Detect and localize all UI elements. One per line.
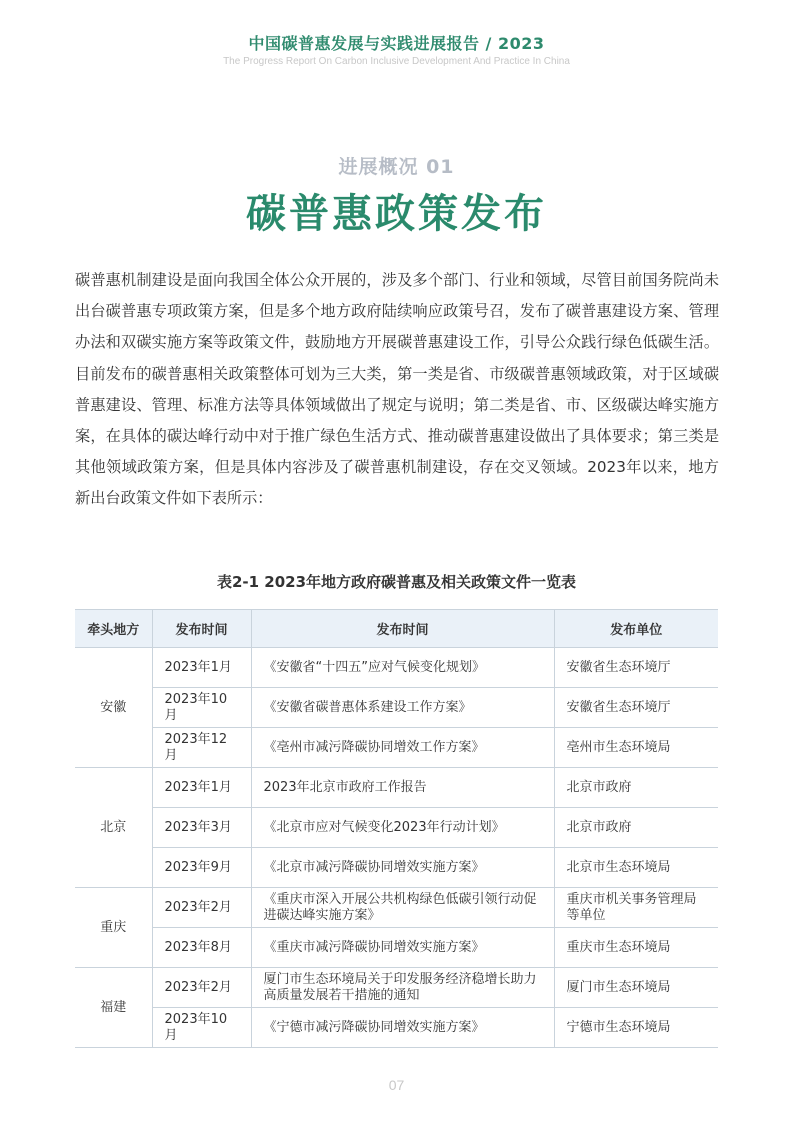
issuer-cell: 安徽省生态环境厅	[554, 648, 718, 688]
table-row	[75, 808, 718, 848]
date-cell: 2023年2月	[152, 968, 251, 1008]
table-row	[75, 888, 718, 928]
table-row	[75, 968, 718, 1008]
issuer-cell: 北京市政府	[554, 768, 718, 808]
issuer-cell: 重庆市生态环境局	[554, 928, 718, 968]
policy-table	[75, 609, 718, 1048]
document-cell: 《安徽省碳普惠体系建设工作方案》	[251, 688, 554, 728]
region-cell: 福建	[75, 968, 152, 1048]
date-cell: 2023年2月	[152, 888, 251, 928]
date-cell: 2023年12月	[152, 728, 251, 768]
document-cell: 2023年北京市政府工作报告	[251, 768, 554, 808]
table-row	[75, 688, 718, 728]
table-caption: 表2-1 2023年地方政府碳普惠及相关政策文件一览表	[216, 573, 577, 591]
date-cell: 2023年8月	[152, 928, 251, 968]
body-paragraph: 碳普惠机制建设是面向我国全体公众开展的，涉及多个部门、行业和领域，尽管目前国务院尚未出台碳普惠专项政策方案，但是多个地方政府陆续响应政策号召，发布了碳普惠建设方案、管理办法和双碳实施方案等政策文件，鼓励地方开展碳普惠建设工作，引导公众践行绿色低碳生活。目前发布的碳普惠相关政策整体可划为三大类，第一类是省、市级碳普惠领域政策，对于区域碳普惠建设、管理、标准方法等具体领域做出了规定与说明；第二类是省、市、区级碳达峰实施方案，在具体的碳达峰行动中对于推广绿色生活方式、推动碳普惠建设做出了具体要求；第三类是其他领域政策方案，但是具体内容涉及了碳普惠机制建设，存在交叉领域。2023年以来，地方新出台政策文件如下表所示：	[75, 271, 719, 508]
region-cell: 北京	[75, 768, 152, 888]
issuer-cell: 北京市政府	[554, 808, 718, 848]
region-cell: 安徽	[75, 648, 152, 768]
table-header-row	[75, 610, 718, 648]
report-header-subtitle: The Progress Report On Carbon Inclusive Development And Practice In China	[223, 56, 570, 67]
date-cell: 2023年1月	[152, 648, 251, 688]
report-header-title: 中国碳普惠发展与实践进展报告 / 2023	[248, 34, 545, 53]
document-cell: 《重庆市减污降碳协同增效实施方案》	[251, 928, 554, 968]
document-cell: 厦门市生态环境局关于印发服务经济稳增长助力高质量发展若干措施的通知	[251, 968, 554, 1008]
table-row	[75, 1008, 718, 1048]
document-cell: 《宁德市减污降碳协同增效实施方案》	[251, 1008, 554, 1048]
column-header-document: 发布时间	[251, 610, 554, 648]
issuer-cell: 亳州市生态环境局	[554, 728, 718, 768]
date-cell: 2023年1月	[152, 768, 251, 808]
column-header-region: 牵头地方	[75, 610, 152, 648]
section-label: 进展概况 01	[338, 156, 455, 178]
document-cell: 《亳州市减污降碳协同增效工作方案》	[251, 728, 554, 768]
page-title: 碳普惠政策发布	[246, 191, 547, 237]
date-cell: 2023年10月	[152, 1008, 251, 1048]
document-cell: 《北京市减污降碳协同增效实施方案》	[251, 848, 554, 888]
issuer-cell: 宁德市生态环境局	[554, 1008, 718, 1048]
column-header-date: 发布时间	[152, 610, 251, 648]
table-row	[75, 728, 718, 768]
column-header-issuer: 发布单位	[554, 610, 718, 648]
table-row	[75, 768, 718, 808]
document-cell: 《重庆市深入开展公共机构绿色低碳引领行动促进碳达峰实施方案》	[251, 888, 554, 928]
table-row	[75, 848, 718, 888]
page-number: 07	[388, 1077, 405, 1093]
date-cell: 2023年10月	[152, 688, 251, 728]
issuer-cell: 重庆市机关事务管理局等单位	[554, 888, 718, 928]
issuer-cell: 安徽省生态环境厅	[554, 688, 718, 728]
region-cell: 重庆	[75, 888, 152, 968]
issuer-cell: 厦门市生态环境局	[554, 968, 718, 1008]
document-cell: 《北京市应对气候变化2023年行动计划》	[251, 808, 554, 848]
date-cell: 2023年3月	[152, 808, 251, 848]
date-cell: 2023年9月	[152, 848, 251, 888]
document-cell: 《安徽省“十四五”应对气候变化规划》	[251, 648, 554, 688]
table-row	[75, 648, 718, 688]
issuer-cell: 北京市生态环境局	[554, 848, 718, 888]
table-row	[75, 928, 718, 968]
